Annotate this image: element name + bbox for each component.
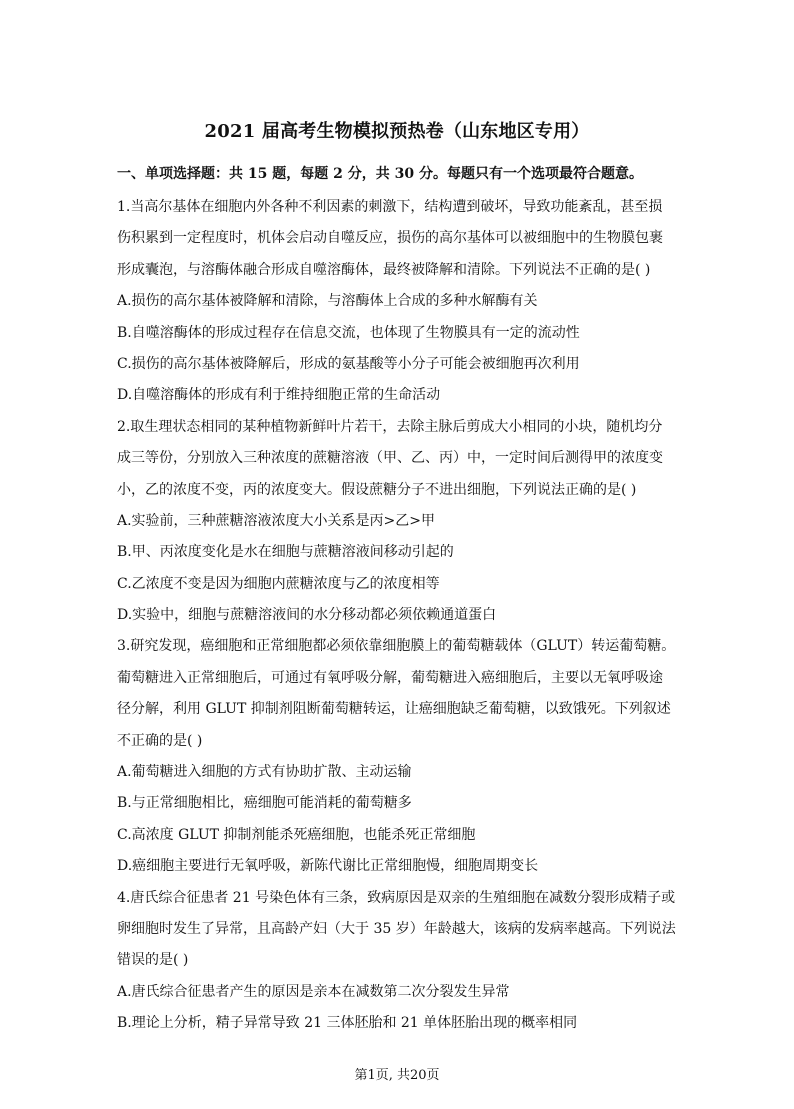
text-line: 径分解，利用 GLUT 抑制剂阻断葡萄糖转运，让癌细胞缺乏葡萄糖，以致饿死。下列叙述: [117, 701, 671, 718]
text-line: 2.取生理状态相同的某种植物新鲜叶片若干，去除主脉后剪成大小相同的小块，随机均分: [117, 418, 663, 435]
text-line: B.甲、丙浓度变化是水在细胞与蔗糖溶液间移动引起的: [117, 544, 454, 561]
text-line: 卵细胞时发生了异常，且高龄产妇（大于 35 岁）年龄越大，该病的发病率越高。下列说法: [117, 920, 676, 937]
page-footer: 第1页, 共20页: [354, 1068, 440, 1083]
text-line: 成三等份，分别放入三种浓度的蔗糖溶液（甲、乙、丙）中，一定时间后测得甲的浓度变: [117, 450, 663, 467]
text-line: 形成囊泡，与溶酶体融合形成自噬溶酶体，最终被降解和清除。下列说法不正确的是( ): [117, 261, 651, 278]
question-content: [117, 196, 687, 1044]
text-line: A.实验前，三种蔗糖溶液浓度大小关系是丙>乙>甲: [117, 512, 436, 529]
text-line: D.实验中，细胞与蔗糖溶液间的水分移动都必须依赖通道蛋白: [117, 607, 497, 624]
text-line: D.癌细胞主要进行无氧呼吸，新陈代谢比正常细胞慢，细胞周期变长: [117, 858, 539, 875]
text-line: 葡萄糖进入正常细胞后，可通过有氧呼吸分解，葡萄糖进入癌细胞后，主要以无氧呼吸途: [117, 669, 663, 686]
section-heading: 一、单项选择题：共 15 题，每题 2 分，共 30 分。每题只有一个选项最符合题意。: [117, 166, 643, 182]
text-line: 错误的是( ): [117, 952, 189, 969]
text-line: 小，乙的浓度不变，丙的浓度变大。假设蔗糖分子不进出细胞，下列说法正确的是( ): [117, 481, 637, 498]
text-line: C.乙浓度不变是因为细胞内蔗糖浓度与乙的浓度相等: [117, 575, 440, 592]
text-line: 1.当高尔基体在细胞内外各种不利因素的刺激下，结构遭到破坏，导致功能紊乱，甚至损: [117, 199, 663, 215]
text-line: B.理论上分析，精子异常导致 21 三体胚胎和 21 单体胚胎出现的概率相同: [117, 1015, 578, 1032]
text-line: B.与正常细胞相比，癌细胞可能消耗的葡萄糖多: [117, 795, 412, 812]
text-line: B.自噬溶酶体的形成过程存在信息交流，也体现了生物膜具有一定的流动性: [117, 324, 580, 341]
text-line: A.葡萄糖进入细胞的方式有协助扩散、主动运输: [117, 764, 412, 781]
text-line: 伤积累到一定程度时，机体会启动自噬反应，损伤的高尔基体可以被细胞中的生物膜包裹: [117, 230, 663, 247]
text-line: 3.研究发现，癌细胞和正常细胞都必须依靠细胞膜上的葡萄糖载体（GLUT）转运葡萄糖。: [117, 638, 676, 655]
text-line: 4.唐氏综合征患者 21 号染色体有三条，致病原因是双亲的生殖细胞在减数分裂形成精子或: [117, 889, 676, 906]
text-line: C.高浓度 GLUT 抑制剂能杀死癌细胞，也能杀死正常细胞: [117, 826, 476, 843]
text-line: A.损伤的高尔基体被降解和清除，与溶酶体上合成的多种水解酶有关: [117, 293, 538, 310]
text-line: C.损伤的高尔基体被降解后，形成的氨基酸等小分子可能会被细胞再次利用: [117, 355, 580, 372]
text-line: A.唐氏综合征患者产生的原因是亲本在减数第二次分裂发生异常: [117, 983, 510, 1000]
document-title: 2021 届高考生物模拟预热卷（山东地区专用）: [204, 121, 590, 142]
text-line: 不正确的是( ): [117, 732, 203, 749]
text-line: D.自噬溶酶体的形成有利于维持细胞正常的生命活动: [117, 387, 441, 404]
